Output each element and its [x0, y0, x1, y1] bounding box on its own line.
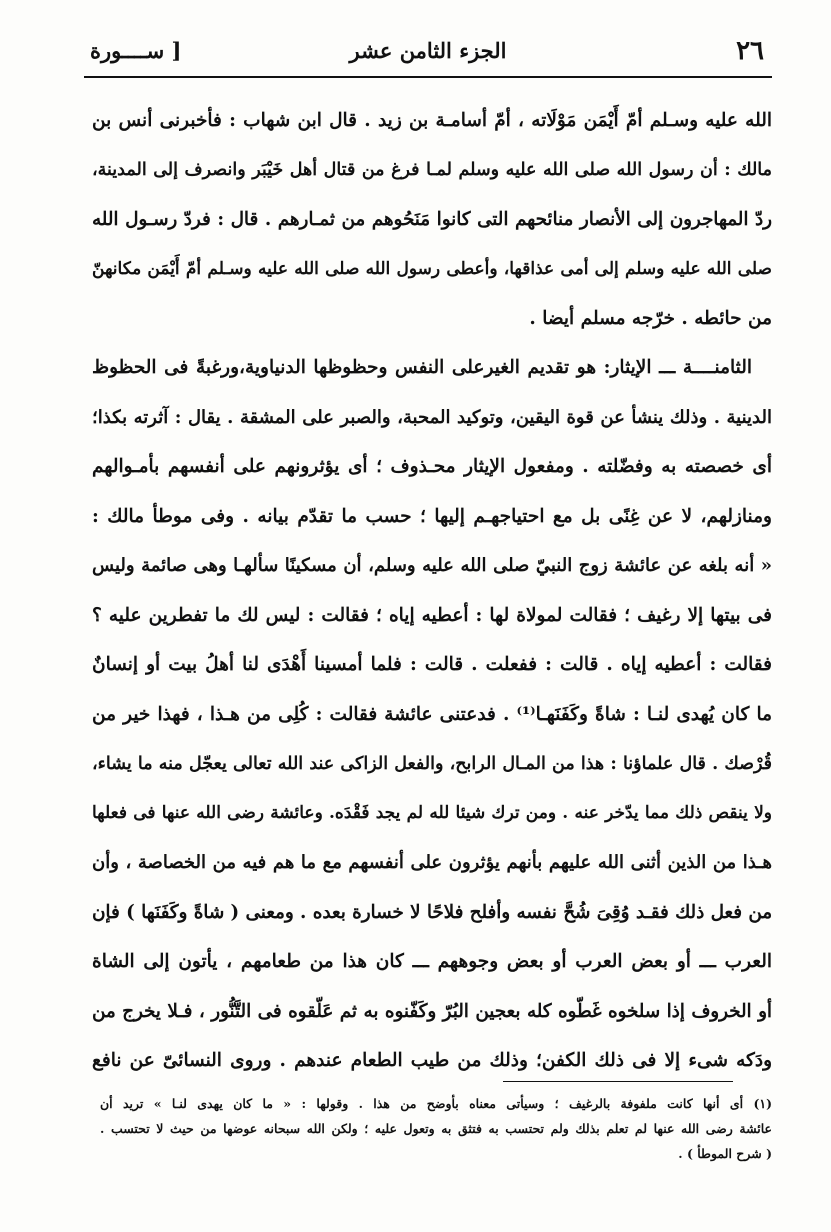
- page-number: ٢٦: [736, 36, 764, 66]
- text-line: فى بيتها إلا رغيف ؛ فقالت لمولاة لها : أعطيه إياه ؛ فقالت : ليس لك ما تفطرين عليه ؟: [92, 604, 772, 626]
- text-line: من حائطه . خرّجه مسلم أيضا .: [529, 307, 772, 329]
- text-line: ما كان يُهدى لنـا : شاةً وكَفَنَهـا⁽¹⁾ . فدعتنى عائشة فقالت : كُلِى من هـذا ، فهذا خير من: [92, 703, 772, 725]
- text-line: العرب ـــ أو بعض العرب أو بعض وجوههم ـــ كان هذا من طعامهم ، يأتون إلى الشاة: [92, 951, 772, 972]
- text-line: مالك : أن رسول الله صلى الله عليه وسلم لمـا فرغ من قتال أهل خَيْبَر وانصرف إلى المدينة،: [92, 159, 772, 180]
- text-line: ومنازلهم، لا عن غِنًى بل مع احتياجهـم إليها ؛ حسب ما تقدّم بيانه . وفى موطأ مالك :: [92, 505, 772, 527]
- text-line: ردّ المهاجرون إلى الأنصار منائحهم التى كانوا مَنَحُوهم من ثمـارهم . قال : فردّ رسـول الله: [92, 208, 772, 230]
- text-line: ودَكه شىء إلا فى ذلك الكفن؛ وذلك من طيب الطعام عندهم . وروى النسائىّ عن نافع: [92, 1050, 772, 1071]
- text-line: « أنه بلغه عن عائشة زوج النبيّ صلى الله عليه وسلم، أن مسكينًا سألهـا وهى صائمة وليس: [92, 555, 772, 577]
- footnote-divider: [503, 1081, 733, 1082]
- text-line: أو الخروف إذا سلخوه غَطّوه كله بعجين البُرّ وكَفّنوه به ثم عَلّقوه فى التَّنُّور ، فـلا يخرج من: [92, 1000, 772, 1022]
- surah-label: [ ســــورة: [90, 38, 182, 63]
- text-line: هـذا من الذين أثنى الله عليهم بأنهم يؤثرون على أنفسهم مع ما هم فيه من الخصاصة ، وأن: [92, 852, 772, 874]
- text-line: قُرْصك . قال علماؤنا : هذا من المـال الرابح، والفعل الزاكى عند الله تعالى يعجّل منه ما يشاء،: [92, 753, 772, 774]
- text-line: أى خصصته به وفضّلته . ومفعول الإيثار محـذوف ؛ أى يؤثرونهم على أنفسهم بأمـوالهم: [92, 456, 772, 477]
- text-line: فقالت : أعطيه إياه . قالت : ففعلت . قالت : فلما أمسينا أَهْدَى لنا أهلُ بيت أو إنسانٌ: [92, 654, 772, 675]
- text-line: ولا ينقص ذلك مما يدّخر عنه . ومن ترك شيئا لله لم يجد فَقْدَه. وعائشة رضى الله عنها فى فعلها: [92, 803, 772, 824]
- footnote-line: ( شرح الموطأ ) .: [678, 1146, 772, 1162]
- section-heading-line: الثامنــــة ـــ الإيثار: هو تقديم الغيرعلى النفس وحظوظها الدنياوية،ورغبةً فى الحظوظ: [92, 357, 752, 378]
- footnotes: [100, 1092, 772, 1167]
- text-line: الله عليه وسـلم أمّ أَيْمَن مَوْلَاته ، أمّ أسامـة بن زيد . قال ابن شهاب : فأخبرنى أنس بن: [92, 109, 772, 131]
- text-line: صلى الله عليه وسلم إلى أمى عذاقها، وأعطى رسول الله صلى الله عليه وسـلم أمّ أَيْمَن مكانهنّ: [92, 258, 772, 279]
- text-line: من فعل ذلك فقـد وُقِىَ شُحَّ نفسه وأفلح فلاحًا لا خسارة بعده . ومعنى ( شاةً وكَفَنَها ) فإن: [92, 901, 772, 923]
- text-line: الدينية . وذلك ينشأ عن قوة اليقين، وتوكيد المحبة، والصبر على المشقة . يقال : آثرته بكذا؛: [92, 406, 772, 428]
- running-title: الجزء الثامن عشر: [349, 38, 507, 63]
- page-header: [84, 34, 772, 78]
- footnote-line: عائشة رضى الله عنها لم تعلم بذلك ولم تحتسب به فتثق به وتعول عليه ؛ ولكن الله سبحانه عوضها من حيث لا تحتسب .: [100, 1121, 772, 1137]
- footnote-line: (١) أى أنها كانت ملفوفة بالرغيف ؛ وسيأتى معناه بأوضح من هذا . وقولها : « ما كان يهدى لنـا » تريد أن: [100, 1096, 772, 1112]
- main-text: [92, 96, 772, 1086]
